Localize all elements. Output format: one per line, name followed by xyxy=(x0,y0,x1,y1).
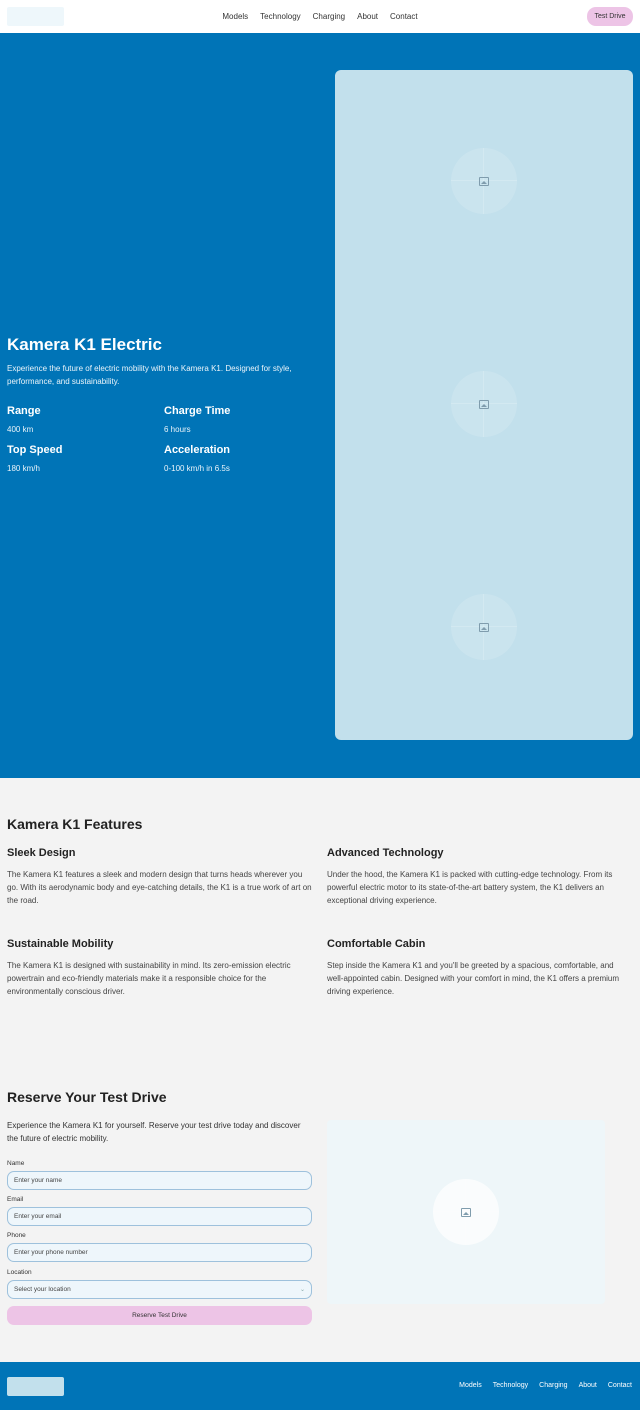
spec-top-speed xyxy=(7,444,62,473)
footer-nav-contact[interactable]: Contact xyxy=(607,1382,632,1389)
image-placeholder xyxy=(451,148,517,214)
location-select-value: Select your location xyxy=(14,1286,71,1293)
hero-car-image xyxy=(335,70,633,740)
chevron-down-icon: ⌄ xyxy=(299,1287,305,1293)
main-nav xyxy=(0,12,640,21)
footer-nav-technology[interactable]: Technology xyxy=(492,1382,529,1389)
spec-value: 0-100 km/h in 6.5s xyxy=(164,464,230,473)
feature-advanced-technology xyxy=(327,847,632,907)
image-placeholder xyxy=(451,594,517,660)
spec-label: Range xyxy=(7,405,41,417)
name-input[interactable]: Enter your name xyxy=(7,1171,312,1190)
features-title: Kamera K1 Features xyxy=(7,816,143,832)
image-placeholder-icon xyxy=(479,400,489,409)
feature-heading: Comfortable Cabin xyxy=(327,938,426,950)
nav-about[interactable]: About xyxy=(357,12,379,21)
feature-comfortable-cabin xyxy=(327,938,632,998)
test-drive-button[interactable]: Test Drive xyxy=(587,7,633,26)
nav-charging[interactable]: Charging xyxy=(312,12,346,21)
email-input[interactable]: Enter your email xyxy=(7,1207,312,1226)
spec-label: Charge Time xyxy=(164,405,231,417)
email-label: Email xyxy=(7,1196,24,1203)
spec-value: 6 hours xyxy=(164,425,191,434)
reserve-test-drive-button[interactable]: Reserve Test Drive xyxy=(7,1306,312,1325)
footer-nav xyxy=(459,1382,632,1389)
feature-text: The Kamera K1 is designed with sustainability in mind. Its zero-emission electric powertrain and eco-friendly materials make it a responsible choice for the environmentally conscious driver. xyxy=(7,961,291,996)
nav-models[interactable]: Models xyxy=(222,12,249,21)
spec-charge-time xyxy=(164,405,230,434)
location-label: Location xyxy=(7,1269,32,1276)
nav-contact[interactable]: Contact xyxy=(390,12,418,21)
image-placeholder-icon xyxy=(461,1208,471,1217)
feature-sustainable-mobility xyxy=(7,938,312,998)
hero-section xyxy=(0,33,640,778)
image-placeholder xyxy=(433,1179,499,1245)
spec-value: 400 km xyxy=(7,425,34,434)
spec-range xyxy=(7,405,41,434)
spec-value: 180 km/h xyxy=(7,464,40,473)
footer-nav-models[interactable]: Models xyxy=(459,1382,482,1389)
feature-text: Step inside the Kamera K1 and you'll be greeted by a spacious, comfortable, and well-appointed cabin. Designed with your comfort in mind, the K1 offers a premium driving experience. xyxy=(327,961,619,996)
phone-input[interactable]: Enter your phone number xyxy=(7,1243,312,1262)
phone-label: Phone xyxy=(7,1232,26,1239)
feature-sleek-design xyxy=(7,847,312,907)
hero-title: Kamera K1 Electric xyxy=(7,335,162,354)
feature-text: Under the hood, the Kamera K1 is packed with cutting-edge technology. From its powerful electric motor to its state-of-the-art battery system, the K1 delivers an exceptional driving experience. xyxy=(327,870,613,905)
spec-label: Top Speed xyxy=(7,444,63,456)
image-placeholder xyxy=(451,371,517,437)
feature-heading: Sustainable Mobility xyxy=(7,938,114,950)
site-header xyxy=(0,0,640,33)
reserve-description: Experience the Kamera K1 for yourself. Reserve your test drive today and discover the future of electric mobility. xyxy=(7,1121,301,1143)
feature-heading: Advanced Technology xyxy=(327,847,444,859)
site-footer xyxy=(0,1362,640,1410)
hero-description: Experience the future of electric mobility with the Kamera K1. Designed for style, performance, and sustainability. xyxy=(7,364,292,386)
spec-label: Acceleration xyxy=(164,444,231,456)
footer-nav-about[interactable]: About xyxy=(578,1382,597,1389)
nav-technology[interactable]: Technology xyxy=(260,12,301,21)
feature-heading: Sleek Design xyxy=(7,847,76,859)
footer-nav-charging[interactable]: Charging xyxy=(539,1382,568,1389)
image-placeholder-icon xyxy=(479,177,489,186)
feature-text: The Kamera K1 features a sleek and modern design that turns heads wherever you go. With its aerodynamic body and eye-catching details, the K1 is a true work of art on the road. xyxy=(7,870,312,905)
location-select[interactable] xyxy=(7,1280,312,1299)
image-placeholder-icon xyxy=(479,623,489,632)
spec-acceleration xyxy=(164,444,230,473)
reserve-title: Reserve Your Test Drive xyxy=(7,1089,167,1105)
footer-logo[interactable] xyxy=(7,1377,64,1396)
reserve-image xyxy=(327,1120,605,1304)
name-label: Name xyxy=(7,1160,25,1167)
